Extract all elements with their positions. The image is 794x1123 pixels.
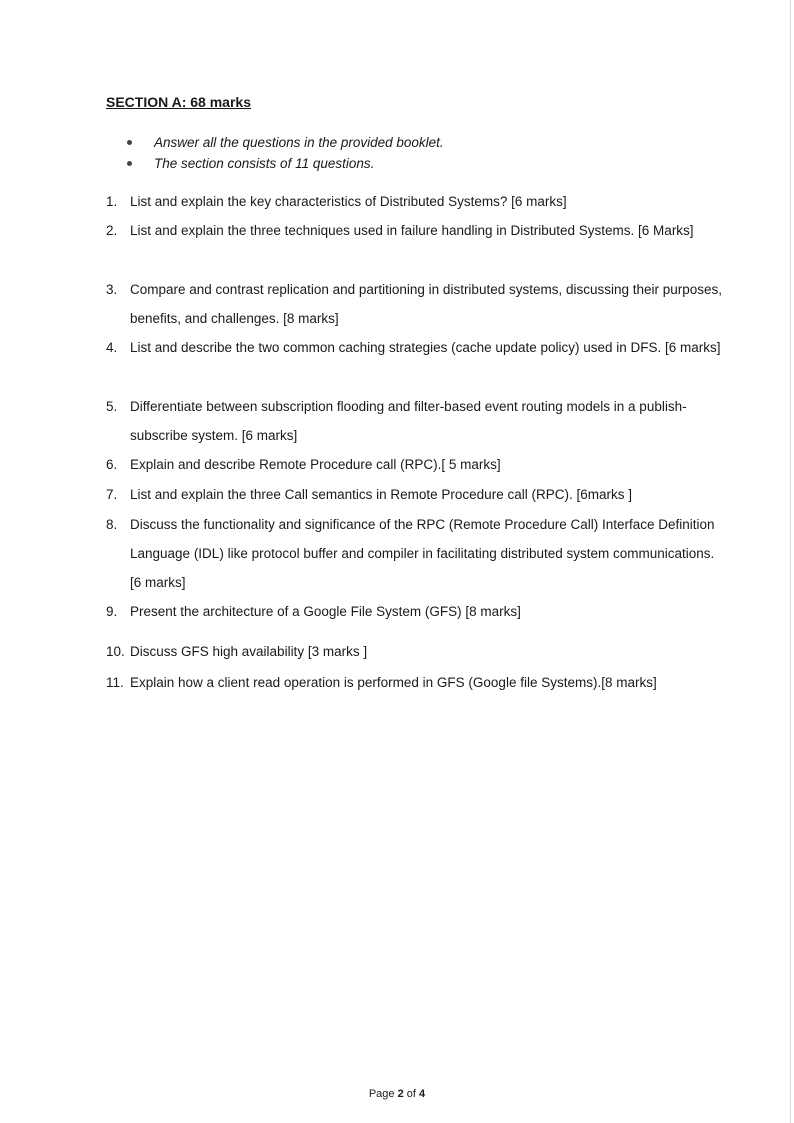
bullet-icon [127, 161, 132, 166]
question-item [106, 216, 726, 245]
question-number: 7. [106, 487, 118, 502]
question-item [106, 480, 726, 509]
bullet-icon [127, 140, 132, 145]
question-item [106, 450, 726, 479]
question-number: 8. [106, 517, 118, 532]
question-text: Explain and describe Remote Procedure call (RPC).[ 5 marks] [130, 457, 501, 472]
question-item [106, 597, 726, 626]
question-text: List and describe the two common caching strategies (cache update policy) used in DFS. [6 marks] [130, 340, 721, 355]
page-current: 2 [397, 1088, 404, 1100]
question-number: 11. [106, 675, 124, 690]
instruction-text: Answer all the questions in the provided booklet. [154, 135, 444, 150]
question-item [106, 187, 726, 216]
question-item [106, 668, 726, 697]
question-item [106, 510, 726, 597]
question-number: 1. [106, 194, 118, 209]
question-text: List and explain the key characteristics of Distributed Systems? [6 marks] [130, 194, 567, 209]
question-item [106, 637, 726, 666]
question-text: Discuss GFS high availability [3 marks ] [130, 644, 368, 659]
question-text: Explain how a client read operation is performed in GFS (Google file Systems).[8 marks] [130, 675, 657, 690]
question-text: List and explain the three techniques used in failure handling in Distributed Systems. [6 Marks] [130, 223, 694, 238]
page-label: Page [368, 1088, 398, 1100]
instruction-item [122, 132, 444, 153]
page-edge-line [790, 0, 791, 1123]
question-number: 4. [106, 340, 118, 355]
instruction-text: The section consists of 11 questions. [154, 156, 375, 171]
question-number: 10. [106, 644, 125, 659]
question-text: Differentiate between subscription flooding and filter-based event routing models in a publish-subscribe system. [6 marks] [130, 399, 687, 443]
page-separator: of [403, 1088, 420, 1100]
question-text: Compare and contrast replication and partitioning in distributed systems, discussing their purposes, benefits, and challenges. [8 marks] [130, 282, 723, 326]
instruction-item [122, 153, 444, 174]
section-heading: SECTION A: 68 marks [106, 94, 251, 110]
question-item [106, 275, 726, 333]
question-number: 3. [106, 282, 118, 297]
question-number: 6. [106, 457, 118, 472]
question-number: 9. [106, 604, 118, 619]
page-total: 4 [419, 1088, 426, 1100]
question-text: Discuss the functionality and significance of the RPC (Remote Procedure Call) Interface Definition Language (IDL) like protocol buffer and compiler in facilitating distributed system communications. [6 marks] [130, 517, 715, 590]
question-text: List and explain the three Call semantics in Remote Procedure call (RPC). [6marks ] [130, 487, 632, 502]
question-item [106, 333, 726, 362]
question-text: Present the architecture of a Google File System (GFS) [8 marks] [130, 604, 521, 619]
question-number: 2. [106, 223, 118, 238]
instructions-list [122, 132, 444, 174]
question-number: 5. [106, 399, 118, 414]
question-item [106, 392, 726, 450]
page-footer [0, 1088, 794, 1100]
